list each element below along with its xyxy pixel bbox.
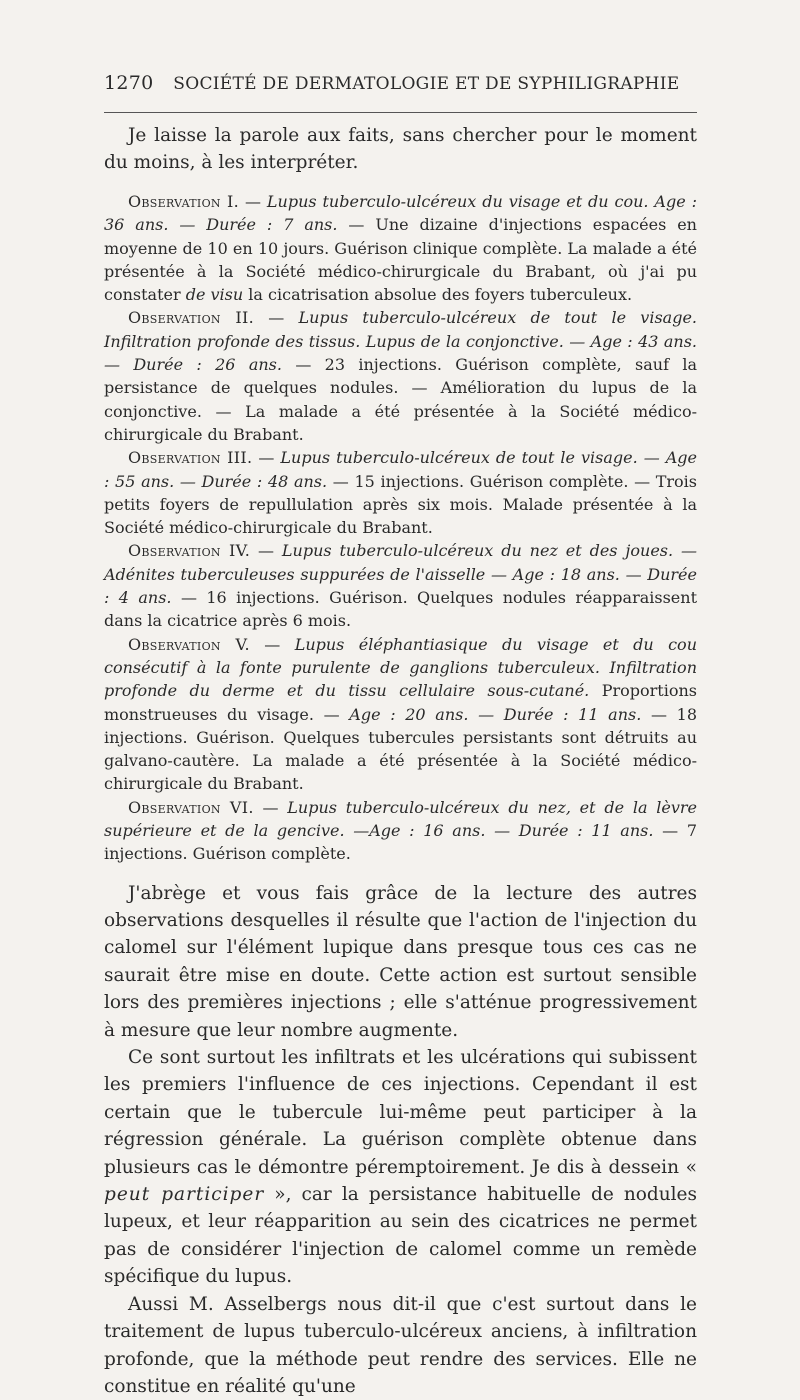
observation-title: Lupus tuberculo-ulcéreux de tout le visage. Infiltration profonde des tissus. Lupus de la conjonctive. — Age : 43 ans. — Durée : 26 ans. [104, 308, 697, 375]
page-number: 1270 [104, 72, 154, 94]
observation-label: Observation III. [128, 448, 253, 468]
observation-2: Observation II. — Lupus tuberculo-ulcéreux de tout le visage. Infiltration profonde des tissus. Lupus de la conjonctive. — Age : 43 ans. — Durée : 26 ans. — 23 injections. Guérison complète, sauf la persistance de quelques nodules. — Amélioration du lupus de la conjonctive. — La malade a été présentée à la Société médico-chirurgicale du Brabant. [104, 308, 698, 444]
observation-title: Lupus tuberculo-ulcéreux du visage et du cou. Age : 36 ans. — Durée : 7 ans. [104, 192, 697, 235]
running-header [104, 72, 696, 94]
observation-title: Lupus éléphantiasique du visage et du cou consécutif à la fonte purulente de ganglions tuberculeux. Infiltration profonde du derme et du tissu cellulaire sous-cutané. [104, 634, 697, 701]
observation-label: Observation I. [128, 192, 240, 211]
paragraph-3: Aussi M. Asselbergs nous dit-il que c'est surtout dans le traitement de lupus tuberculo-ulcéreux anciens, à infiltration profonde, que la méthode peut rendre des services. Elle ne constitue en réalité qu'une [104, 1293, 697, 1397]
observation-4: Observation IV. — Lupus tuberculo-ulcéreux du nez et des joues. — Adénites tuberculeuses suppurées de l'aisselle — Age : 18 ans. — Durée : 4 ans. — 16 injections. Guérison. Quelques nodules réapparaissent dans la cicatrice après 6 mois. [104, 541, 697, 631]
observation-text: — 23 injections. Guérison complète, sauf la persistance de quelques nodules. — Amélioration du lupus de la conjonctive. — La malade a été présentée à la Société médico-chirurgicale du Brabant. [104, 355, 698, 444]
observation-title: Lupus tuberculo-ulcéreux de tout le visage. — Age : 55 ans. — Durée : 48 ans. [104, 448, 697, 491]
body-text [104, 122, 697, 1400]
observation-title: Lupus tuberculo-ulcéreux du nez, et de la lèvre supérieure et de la gencive. —Age : 16 ans. — Durée : 11 ans. [104, 797, 697, 841]
observation-text: — Une dizaine d'injections espacées en moyenne de 10 en 10 jours. Guérison clinique complète. La malade a été présentée à la Société médico-chirurgicale du Brabant, où j'ai pu constater [104, 215, 697, 305]
observation-label: Observation VI. [128, 797, 254, 817]
observation-3: Observation III. — Lupus tuberculo-ulcéreux de tout le visage. — Age : 55 ans. — Durée : 48 ans. — 15 injections. Guérison complète. — Trois petits foyers de repullulation après six mois. Malade présentée à la Société médico-chirurgicale du Brabant. [104, 448, 698, 538]
observation-text: — 16 injections. Guérison. Quelques nodules réapparaissent dans la cicatrice après 6 mois. [104, 588, 697, 631]
header-rule [104, 112, 697, 113]
paragraph-2-start: Ce sont surtout les infiltrats et les ulcérations qui subissent les premiers l'influence de ces injections. Cependant il est certain que le tubercule lui-même peut participer à la régression générale. La guérison complète obtenue dans plusieurs cas le démontre péremptoirement. Je dis à dessein « [104, 1047, 697, 1178]
running-title: SOCIÉTÉ DE DERMATOLOGIE ET DE SYPHILIGRAPHIE [173, 74, 680, 94]
observation-label: Observation II. [128, 308, 254, 328]
observation-text: Proportions monstrueuses du visage. — [104, 681, 697, 724]
paragraph-2-end: », car la persistance habituelle de nodules lupeux, et leur réapparition au sein des cicatrices ne permet pas de considérer l'injection de calomel comme un remède spécifique du lupus. [104, 1184, 697, 1288]
observation-1: Observation I. — Lupus tuberculo-ulcéreux du visage et du cou. Age : 36 ans. — Durée : 7 ans. — Une dizaine d'injections espacées en moyenne de 10 en 10 jours. Guérison clinique complète. La malade a été présentée à la Société médico-chirurgicale du Brabant, où j'ai pu constater de visu la cicatrisation absolue des foyers tuberculeux. [104, 192, 697, 305]
paragraph-1: J'abrège et vous fais grâce de la lecture des autres observations desquelles il résulte que l'action de l'injection du calomel sur l'élément lupique dans presque tous ces cas ne saurait être mise en doute. Cette action est surtout sensible lors des premières injections ; elle s'atténue progressivement à mesure que leur nombre augmente. [104, 882, 697, 1041]
intro-paragraph: Je laisse la parole aux faits, sans chercher pour le moment du moins, à les interpréter. [104, 125, 697, 173]
section-gap [104, 866, 697, 880]
observation-text-end: la cicatrisation absolue des foyers tuberculeux. [248, 285, 633, 305]
observation-label: Observation IV. [128, 541, 251, 561]
observation-italic: Age : 20 ans. — Durée : 11 ans. [349, 704, 642, 724]
observation-italic: de visu [185, 285, 244, 305]
observation-text: — 15 injections. Guérison complète. — Trois petits foyers de repullulation après six mois. Malade présentée à la Société médico-chirurgicale du Brabant. [104, 471, 698, 538]
observation-title: Lupus tuberculo-ulcéreux du nez et des joues. — Adénites tuberculeuses suppurées de l'aisselle — Age : 18 ans. — Durée : 4 ans. [104, 541, 697, 608]
observation-6: Observation VI. — Lupus tuberculo-ulcéreux du nez, et de la lèvre supérieure et de la gencive. —Age : 16 ans. — Durée : 11 ans. — 7 injections. Guérison complète. [104, 797, 698, 864]
observation-text: — 7 injections. Guérison complète. [104, 821, 698, 864]
observation-text-end: — 18 injections. Guérison. Quelques tubercules persistants sont détruits au galvano-cautère. La malade a été présentée à la Société médico-chirurgicale du Brabant. [104, 704, 698, 794]
observation-label: Observation V. [128, 634, 250, 654]
observation-5: Observation V. — Lupus éléphantiasique du visage et du cou consécutif à la fonte purulente de ganglions tuberculeux. Infiltration profonde du derme et du tissu cellulaire sous-cutané. Proportions monstrueuses du visage. — Age : 20 ans. — Durée : 11 ans. — 18 injections. Guérison. Quelques tubercules persistants sont détruits au galvano-cautère. La malade a été présentée à la Société médico-chirurgicale du Brabant. [104, 634, 698, 794]
paragraph-2 [104, 1044, 697, 1291]
paragraph-2-emphasis: peut participer [104, 1184, 265, 1206]
